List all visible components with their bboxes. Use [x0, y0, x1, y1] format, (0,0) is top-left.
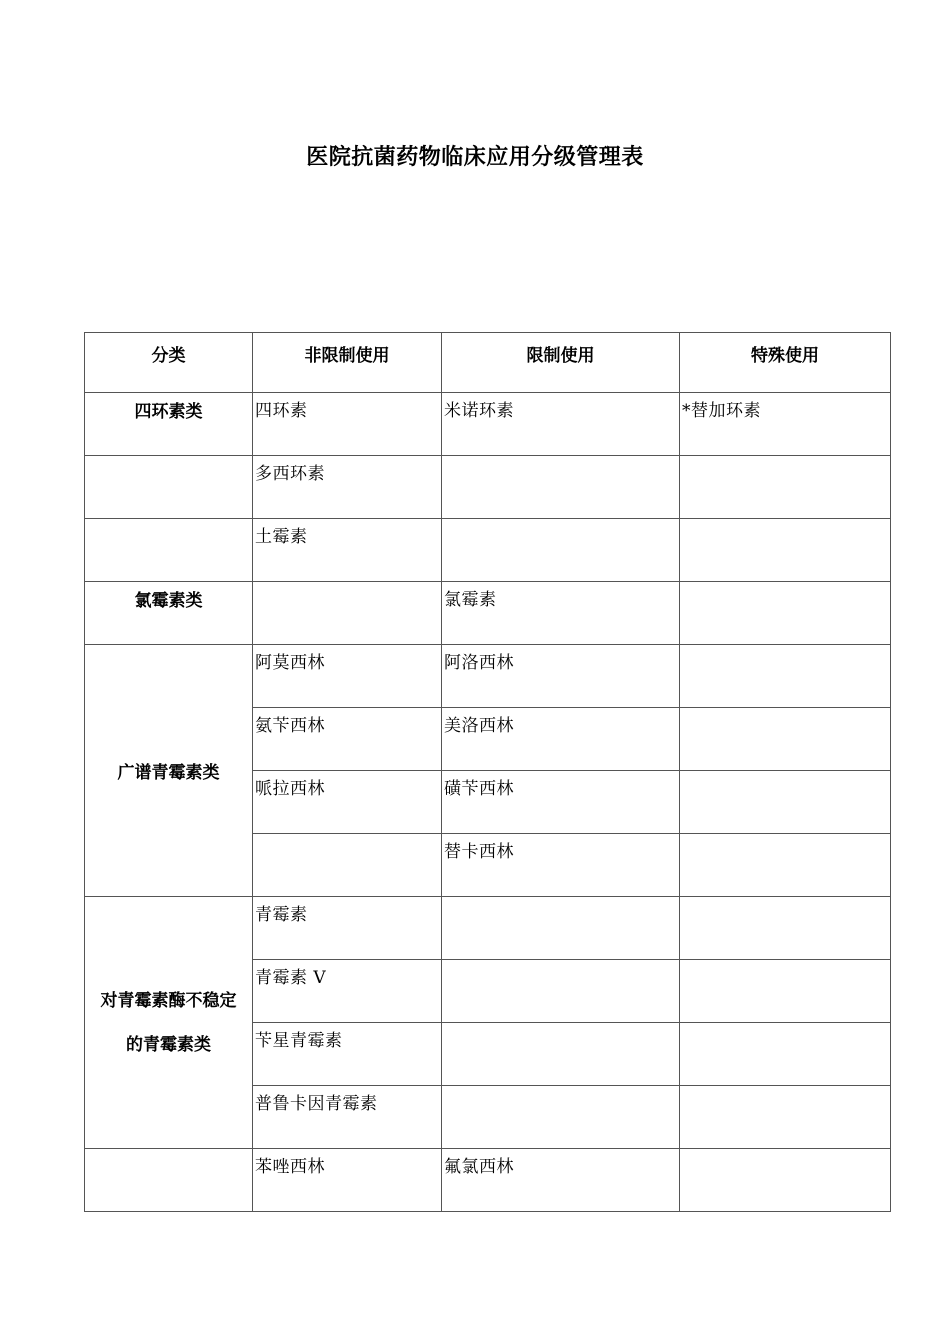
special-cell: [680, 897, 891, 960]
category-line-1: 对青霉素酶不稳定: [100, 990, 237, 1011]
restricted-cell: [442, 960, 680, 1023]
special-cell: [680, 456, 891, 519]
restricted-cell: [442, 1023, 680, 1086]
header-category: 分类: [85, 333, 253, 393]
header-special: 特殊使用: [680, 333, 891, 393]
restricted-cell: [442, 456, 680, 519]
restricted-cell: [442, 897, 680, 960]
antibiotic-classification-table: [84, 332, 891, 1212]
restricted-cell: 磺苄西林: [442, 771, 680, 834]
special-cell: [680, 1023, 891, 1086]
restricted-cell: 米诺环素: [442, 393, 680, 456]
special-cell: [680, 645, 891, 708]
special-cell: [680, 960, 891, 1023]
category-cell: [85, 456, 253, 519]
table-row: [85, 1149, 891, 1212]
unrestricted-cell: 苄星青霉素: [253, 1023, 442, 1086]
category-cell: [85, 519, 253, 582]
table-header-row: [85, 333, 891, 393]
table-row: [85, 645, 891, 708]
category-cell: [85, 897, 253, 1149]
category-cell: 四环素类: [85, 393, 253, 456]
unrestricted-cell: [253, 834, 442, 897]
special-cell: [680, 519, 891, 582]
restricted-cell: 氟氯西林: [442, 1149, 680, 1212]
header-restricted: 限制使用: [442, 333, 680, 393]
table-row: [85, 897, 891, 960]
restricted-cell: 替卡西林: [442, 834, 680, 897]
special-cell: [680, 771, 891, 834]
special-cell: [680, 1086, 891, 1149]
page-title: 医院抗菌药物临床应用分级管理表: [306, 145, 644, 170]
restricted-cell: 氯霉素: [442, 582, 680, 645]
unrestricted-cell: 青霉素: [253, 897, 442, 960]
restricted-cell: [442, 1086, 680, 1149]
category-cell: 氯霉素类: [85, 582, 253, 645]
table-row: [85, 456, 891, 519]
unrestricted-cell: 多西环素: [253, 456, 442, 519]
unrestricted-cell: 哌拉西林: [253, 771, 442, 834]
restricted-cell: 美洛西林: [442, 708, 680, 771]
special-cell: *替加环素: [680, 393, 891, 456]
special-cell: [680, 708, 891, 771]
table-row: [85, 519, 891, 582]
unrestricted-cell: 土霉素: [253, 519, 442, 582]
unrestricted-cell: 青霉素 V: [253, 960, 442, 1023]
unrestricted-cell: 四环素: [253, 393, 442, 456]
unrestricted-cell: 阿莫西林: [253, 645, 442, 708]
special-cell: [680, 582, 891, 645]
unrestricted-cell: 氨苄西林: [253, 708, 442, 771]
table-row: [85, 393, 891, 456]
table-row: [85, 582, 891, 645]
category-line-2: 的青霉素类: [126, 1034, 211, 1055]
category-cell: [85, 1149, 253, 1212]
restricted-cell: 阿洛西林: [442, 645, 680, 708]
special-cell: [680, 1149, 891, 1212]
restricted-cell: [442, 519, 680, 582]
unrestricted-cell: [253, 582, 442, 645]
category-cell: 广谱青霉素类: [85, 645, 253, 897]
unrestricted-cell: 普鲁卡因青霉素: [253, 1086, 442, 1149]
special-cell: [680, 834, 891, 897]
unrestricted-cell: 苯唑西林: [253, 1149, 442, 1212]
header-unrestricted: 非限制使用: [253, 333, 442, 393]
